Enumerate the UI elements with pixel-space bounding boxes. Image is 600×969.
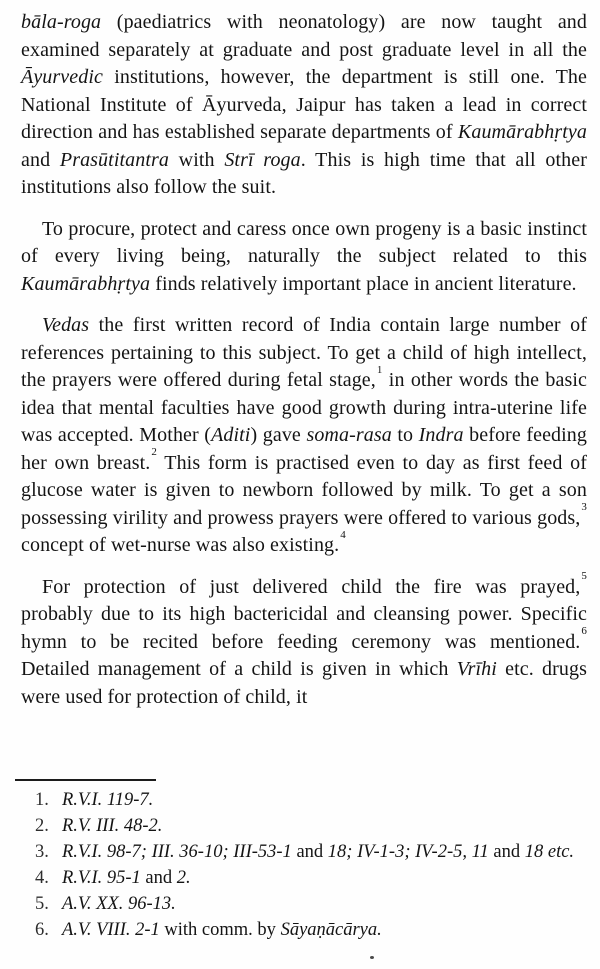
paragraph: [21, 312, 587, 560]
text-segment: finds relatively important place in ancient literature.: [150, 272, 577, 295]
text-segment: to: [391, 424, 419, 446]
scan-speck: [370, 956, 374, 959]
text-segment: concept of wet-nurse was also existing.: [21, 534, 340, 556]
text-segment: etc. drugs were used for protection of child, it: [21, 658, 587, 708]
body-text: [21, 9, 587, 711]
text-segment: R.V.I. 119-7.: [62, 790, 154, 810]
text-segment: probably due to its high bactericidal and cleansing power. Specific hymn to be recited before feeding ceremony was mentioned.: [21, 603, 587, 653]
footnote-text: [62, 891, 587, 917]
footnote-ref: 5: [581, 570, 587, 583]
text-segment: For protection of just delivered child the fire was prayed,: [42, 575, 581, 598]
text-segment: A.V. VIII. 2-1: [62, 920, 160, 940]
paragraph: [21, 9, 587, 202]
text-segment: 18 etc.: [524, 842, 575, 862]
text-segment: . This is high time that all other institutions also follow the suit.: [21, 148, 587, 198]
text-segment: and: [140, 868, 177, 888]
text-segment: R.V. III. 48-2.: [62, 816, 163, 836]
text-segment: This form is practised even to day as first feed of glucose water is given to newborn followed by milk. To get a son possessing virility and prowess prayers were offered to various gods,: [21, 451, 587, 529]
footnote-number: 4.: [35, 868, 49, 888]
text-segment: in other words the basic idea that mental faculties have good growth during intra-uterine life was accepted. Mother (: [21, 369, 587, 446]
footnote-ref: 1: [376, 363, 383, 376]
footnote-text: [62, 839, 587, 865]
footnote-item: [21, 891, 587, 917]
text-segment: R.V.I. 95-1: [62, 868, 141, 888]
footnote-ref: 4: [340, 528, 346, 541]
paragraph: [21, 570, 587, 712]
footnote-ref: 6: [581, 625, 587, 638]
text-segment: Āyurvedic: [21, 66, 103, 88]
footnote-number: 1.: [35, 790, 49, 810]
footnote-item: [21, 813, 587, 839]
footnotes-list: [21, 787, 587, 943]
text-segment: Sāyaṇācārya.: [280, 920, 382, 940]
text-segment: with: [168, 148, 225, 171]
paragraph: [21, 216, 587, 299]
footnote-text: [62, 865, 587, 891]
footnote-item: [21, 917, 587, 943]
text-segment: Aditi: [211, 424, 251, 446]
text-segment: Prasūtitantra: [59, 148, 169, 171]
text-segment: bāla-roga: [21, 11, 102, 33]
text-segment: Vrīhi: [456, 658, 497, 680]
text-segment: the first written record of India contain large number of references pertaining to this subject. To get a child of high intellect, the prayers were offered during fetal stage,: [21, 314, 587, 391]
text-segment: A.V. XX. 96-13.: [62, 894, 176, 914]
text-segment: Indra: [418, 424, 464, 446]
text-segment: 2.: [176, 868, 191, 888]
text-segment: Strī roga: [224, 148, 301, 171]
text-segment: ) gave: [250, 424, 307, 446]
text-segment: and: [21, 148, 60, 171]
text-segment: Kaumārabhṛtya: [21, 272, 151, 295]
text-segment: and: [488, 842, 525, 862]
text-segment: To procure, protect and caress once own progeny is a basic instinct of every living being, naturally the subject related to this: [21, 217, 587, 267]
footnote-number: 2.: [35, 816, 49, 836]
footnote-item: [21, 865, 587, 891]
text-segment: with comm. by: [159, 920, 281, 940]
text-segment: and: [291, 842, 328, 862]
text-segment: 18; IV-1-3; IV-2-5, 11: [327, 842, 489, 862]
text-segment: Detailed management of a child is given in which: [21, 658, 457, 680]
footnote-number: 5.: [35, 894, 49, 914]
text-segment: (paediatrics with neonatology) are now taught and examined separately at graduate and post graduate level in all the: [21, 11, 587, 61]
footnote-text: [62, 917, 587, 943]
text-segment: institutions, however, the department is still one. The National Institute of Āyurveda, Jaipur has taken a lead in correct direction and has established separate departments of: [21, 66, 587, 143]
footnote-block: [21, 779, 587, 943]
footnote-number: 6.: [35, 920, 49, 940]
footnote-ref: 2: [151, 446, 157, 459]
text-segment: Kaumārabhṛtya: [457, 121, 587, 143]
footnote-text: [62, 787, 587, 813]
footnote-item: [21, 839, 587, 865]
footnote-text: [62, 813, 587, 839]
text-segment: Vedas: [42, 314, 90, 336]
footnote-number: 3.: [35, 842, 49, 862]
text-segment: R.V.I. 98-7; III. 36-10; III-53-1: [62, 842, 292, 862]
footnote-separator: [15, 779, 156, 781]
text-segment: soma-rasa: [306, 424, 392, 446]
footnote-item: [21, 787, 587, 813]
text-segment: before feeding her own breast.: [21, 424, 587, 474]
footnote-ref: 3: [581, 501, 587, 514]
